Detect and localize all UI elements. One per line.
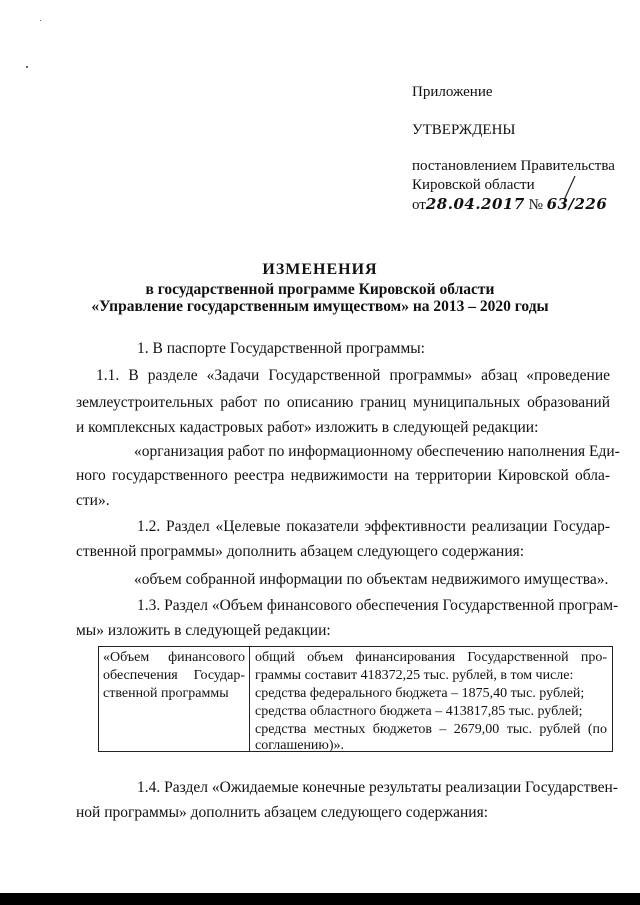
table-value-line: средства местных бюджетов – 2679,00 тыс. рублей (по — [255, 722, 607, 737]
funding-table-value-cell — [251, 647, 612, 751]
appendix-label: Приложение — [412, 84, 493, 100]
scan-speck — [40, 20, 41, 21]
paragraph-1-3-line-2: мы» изложить в следующей редакции: — [76, 622, 331, 639]
paragraph-1: 1. В паспорте Государственной программы: — [137, 340, 425, 357]
handwritten-date: 28.04.2017 — [425, 195, 525, 213]
document-title: ИЗМЕНЕНИЯ — [262, 261, 378, 278]
resolution-line: постановлением Правительства — [412, 158, 615, 174]
table-value-line: общий объем финансирования Государственной про- — [255, 650, 607, 665]
document-subtitle-1: в государственной программе Кировской области — [145, 281, 495, 298]
quote-2: «объем собранной информации по объектам недвижимого имущества». — [134, 571, 609, 588]
paragraph-1-1-line-1: 1.1. В разделе «Задачи Государственной программы» абзац «проведение — [96, 367, 610, 384]
paragraph-1-1-line-3: и комплексных кадастровых работ» изложить в следующей редакции: — [76, 419, 539, 436]
table-label-line: обеспечения Государ- — [103, 668, 245, 683]
table-label-line: ственной программы — [103, 686, 229, 701]
paragraph-1-4-line-2: ной программы» дополнить абзацем следующего содержания: — [76, 804, 489, 821]
scan-speck — [26, 66, 28, 68]
funding-table — [98, 646, 613, 752]
document-subtitle-2: «Управление государственным имуществом» на 2013 – 2020 годы — [91, 298, 549, 315]
table-value-line: соглашению)». — [255, 738, 345, 753]
date-prefix: от — [412, 197, 426, 213]
paragraph-1-2-line-1: 1.2. Раздел «Целевые показатели эффективности реализации Государ- — [137, 518, 610, 535]
paragraph-1-1-line-2: землеустроительных работ по описанию границ муниципальных образований — [76, 394, 610, 411]
funding-table-label-cell — [99, 647, 250, 751]
paragraph-1-3-line-1: 1.3. Раздел «Объем финансового обеспечения Государственной програм- — [137, 597, 619, 614]
scan-bottom-edge — [0, 893, 640, 905]
table-label-line: «Объем финансового — [103, 650, 245, 665]
quote-1-line-2: ного государственного реестра недвижимости на территории Кировской обла- — [76, 467, 610, 484]
handwritten-number: 63/226 — [546, 195, 608, 213]
approved-label: УТВЕРЖДЕНЫ — [412, 122, 516, 138]
table-value-line: средства федерального бюджета – 1875,40 тыс. рублей; — [255, 686, 585, 701]
paragraph-1-4-line-1: 1.4. Раздел «Ожидаемые конечные результаты реализации Государствен- — [137, 779, 618, 796]
paragraph-1-2-line-2: ственной программы» дополнить абзацем следующего содержания: — [76, 543, 525, 560]
quote-1-line-1: «организация работ по информационному обеспечению наполнения Еди- — [134, 443, 620, 460]
pen-stroke — [555, 172, 585, 202]
number-sign: № — [528, 197, 543, 213]
table-value-line: граммы составит 418372,25 тыс. рублей, в том числе: — [255, 668, 574, 683]
table-value-line: средства областного бюджета – 413817,85 тыс. рублей; — [255, 704, 583, 719]
region-line: Кировской области — [412, 177, 535, 193]
quote-1-line-3: сти». — [76, 492, 110, 509]
